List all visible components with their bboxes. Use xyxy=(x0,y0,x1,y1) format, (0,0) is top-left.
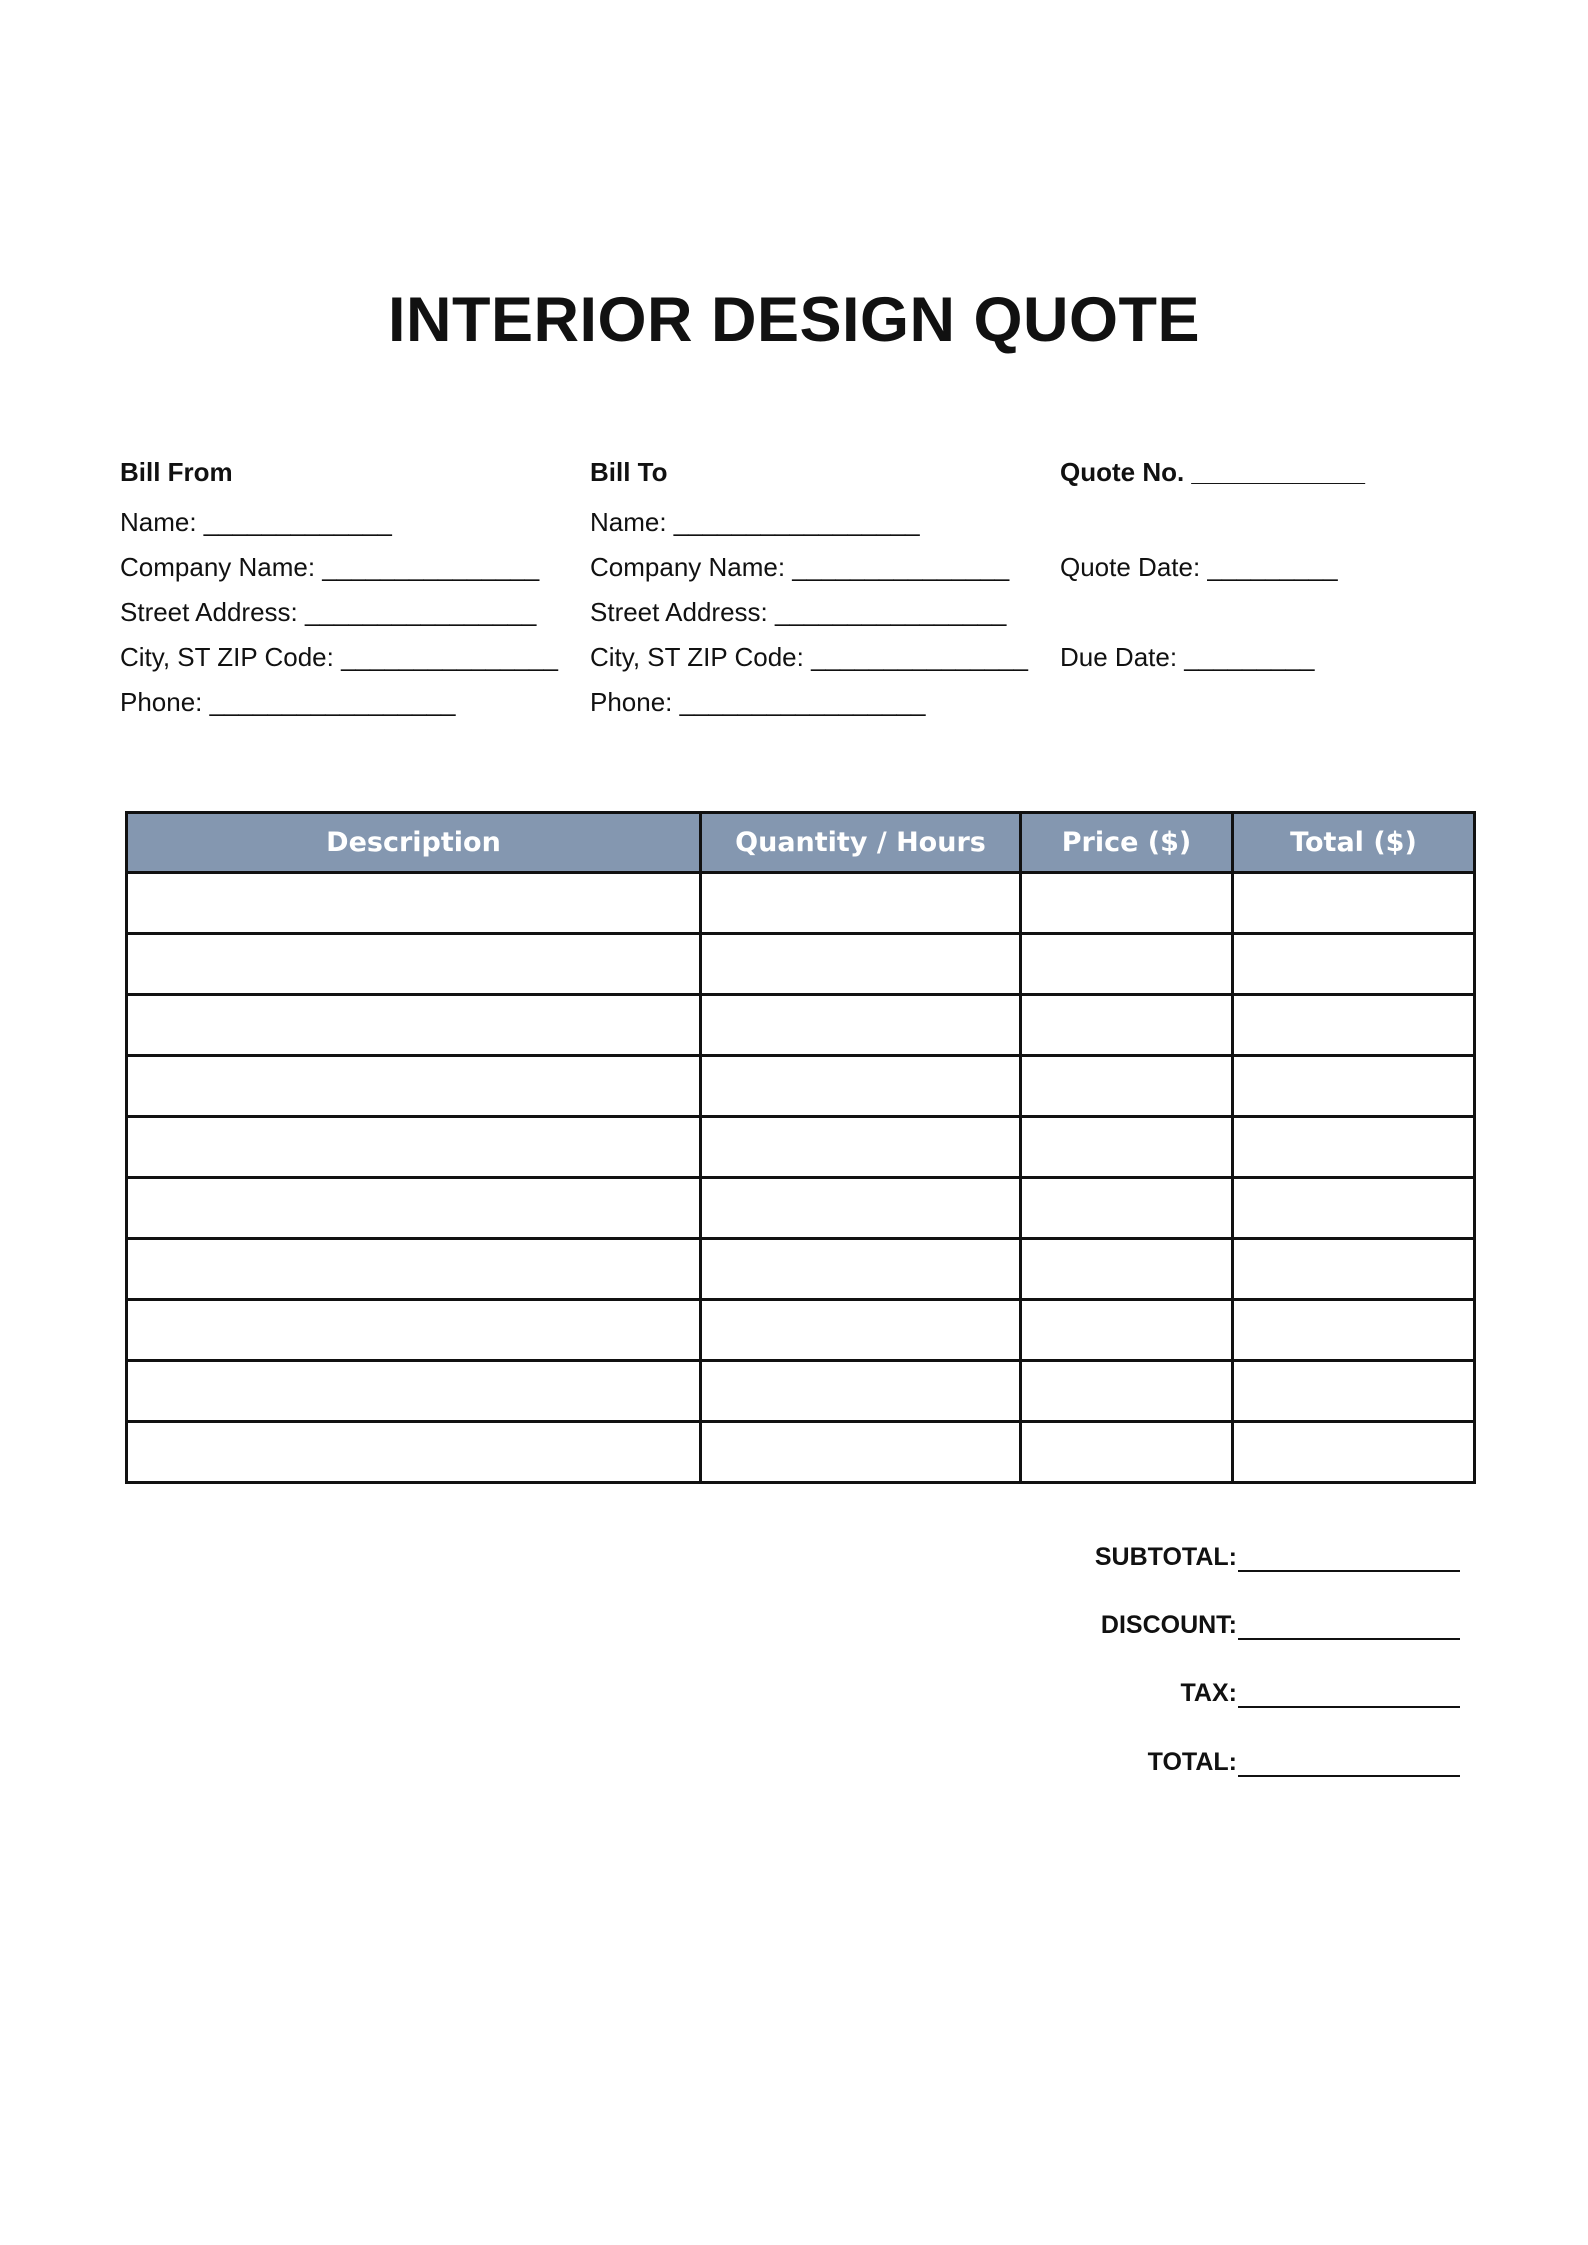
bill-from-heading: Bill From xyxy=(120,457,233,487)
total-cell[interactable] xyxy=(1233,1117,1475,1178)
bill-from-city-field[interactable]: City, ST ZIP Code: _______________ xyxy=(120,642,558,672)
document-title: INTERIOR DESIGN QUOTE xyxy=(387,285,1201,355)
line-items-table xyxy=(125,811,1476,1484)
quantity-hours-cell[interactable] xyxy=(701,1239,1021,1300)
quantity-hours-cell[interactable] xyxy=(701,1056,1021,1117)
total-row[interactable] xyxy=(1148,1748,1460,1777)
bill-to-company-field[interactable]: Company Name: _______________ xyxy=(590,552,1010,582)
quantity-hours-cell[interactable] xyxy=(701,934,1021,995)
description-cell[interactable] xyxy=(127,1056,701,1117)
column-header-quantity-hours: Quantity / Hours xyxy=(701,813,1021,873)
total-cell[interactable] xyxy=(1233,1239,1475,1300)
bill-from-company-field[interactable]: Company Name: _______________ xyxy=(120,552,540,582)
total-cell[interactable] xyxy=(1233,1422,1475,1483)
discount-row[interactable] xyxy=(1101,1611,1460,1640)
price-cell[interactable] xyxy=(1021,1422,1233,1483)
quantity-hours-cell[interactable] xyxy=(701,1422,1021,1483)
column-header-price: Price ($) xyxy=(1021,813,1233,873)
quantity-hours-cell[interactable] xyxy=(701,873,1021,934)
description-cell[interactable] xyxy=(127,1361,701,1422)
total-cell[interactable] xyxy=(1233,1300,1475,1361)
quote-number-field[interactable]: Quote No. ____________ xyxy=(1060,457,1365,487)
table-row xyxy=(127,1117,1475,1178)
description-cell[interactable] xyxy=(127,995,701,1056)
subtotal-row[interactable] xyxy=(1095,1543,1460,1572)
column-header-description: Description xyxy=(127,813,701,873)
description-cell[interactable] xyxy=(127,1117,701,1178)
tax-label: TAX: xyxy=(1180,1679,1237,1707)
table-row xyxy=(127,1178,1475,1239)
tax-blank[interactable] xyxy=(1238,1680,1460,1708)
description-cell[interactable] xyxy=(127,1239,701,1300)
bill-from-name-field[interactable]: Name: _____________ xyxy=(120,507,392,537)
table-row xyxy=(127,1056,1475,1117)
table-row xyxy=(127,1300,1475,1361)
subtotal-label: SUBTOTAL: xyxy=(1094,1543,1237,1571)
total-cell[interactable] xyxy=(1233,1361,1475,1422)
price-cell[interactable] xyxy=(1021,934,1233,995)
table-body xyxy=(127,873,1475,1483)
description-cell[interactable] xyxy=(127,873,701,934)
description-cell[interactable] xyxy=(127,1178,701,1239)
column-header-total: Total ($) xyxy=(1233,813,1475,873)
quantity-hours-cell[interactable] xyxy=(701,1178,1021,1239)
total-label: TOTAL: xyxy=(1147,1748,1237,1776)
bill-from-street-field[interactable]: Street Address: ________________ xyxy=(120,597,537,627)
total-cell[interactable] xyxy=(1233,873,1475,934)
table-header-row xyxy=(127,813,1475,873)
total-cell[interactable] xyxy=(1233,934,1475,995)
discount-blank[interactable] xyxy=(1238,1612,1460,1640)
due-date-field[interactable]: Due Date: _________ xyxy=(1060,642,1315,672)
price-cell[interactable] xyxy=(1021,1300,1233,1361)
total-cell[interactable] xyxy=(1233,995,1475,1056)
description-cell[interactable] xyxy=(127,1300,701,1361)
tax-row[interactable] xyxy=(1181,1679,1460,1708)
bill-to-phone-field[interactable]: Phone: _________________ xyxy=(590,687,926,717)
quantity-hours-cell[interactable] xyxy=(701,1117,1021,1178)
table-row xyxy=(127,934,1475,995)
total-cell[interactable] xyxy=(1233,1178,1475,1239)
price-cell[interactable] xyxy=(1021,1056,1233,1117)
price-cell[interactable] xyxy=(1021,995,1233,1056)
subtotal-blank[interactable] xyxy=(1238,1544,1460,1572)
total-blank[interactable] xyxy=(1238,1749,1460,1777)
description-cell[interactable] xyxy=(127,1422,701,1483)
price-cell[interactable] xyxy=(1021,1178,1233,1239)
table-row xyxy=(127,1422,1475,1483)
quantity-hours-cell[interactable] xyxy=(701,1300,1021,1361)
table-row xyxy=(127,1239,1475,1300)
price-cell[interactable] xyxy=(1021,1117,1233,1178)
price-cell[interactable] xyxy=(1021,1361,1233,1422)
total-cell[interactable] xyxy=(1233,1056,1475,1117)
bill-to-name-field[interactable]: Name: _________________ xyxy=(590,507,920,537)
table-row xyxy=(127,1361,1475,1422)
price-cell[interactable] xyxy=(1021,873,1233,934)
table-row xyxy=(127,995,1475,1056)
quote-date-field[interactable]: Quote Date: _________ xyxy=(1060,552,1338,582)
bill-to-heading: Bill To xyxy=(590,457,668,487)
price-cell[interactable] xyxy=(1021,1239,1233,1300)
bill-to-street-field[interactable]: Street Address: ________________ xyxy=(590,597,1007,627)
table-row xyxy=(127,873,1475,934)
quantity-hours-cell[interactable] xyxy=(701,995,1021,1056)
quantity-hours-cell[interactable] xyxy=(701,1361,1021,1422)
discount-label: DISCOUNT: xyxy=(1100,1611,1237,1639)
bill-from-phone-field[interactable]: Phone: _________________ xyxy=(120,687,456,717)
description-cell[interactable] xyxy=(127,934,701,995)
bill-to-city-field[interactable]: City, ST ZIP Code: _______________ xyxy=(590,642,1028,672)
